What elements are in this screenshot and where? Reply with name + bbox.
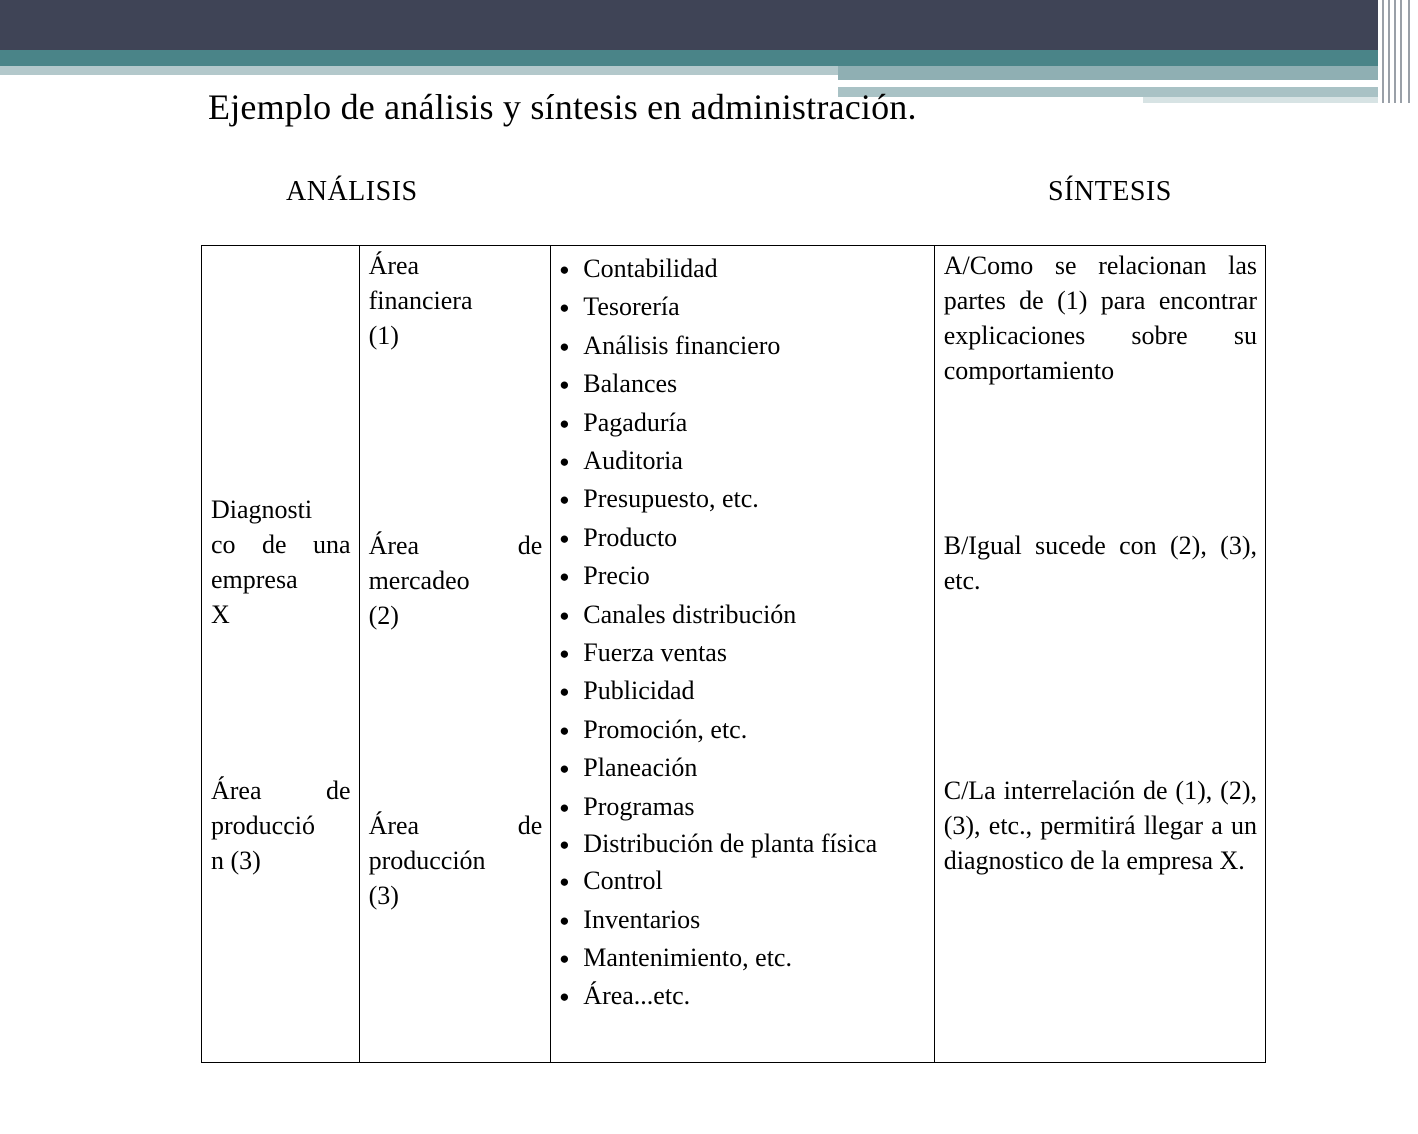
list-item: ● Planeación — [559, 753, 698, 783]
heading-sintesis: SÍNTESIS — [1048, 176, 1172, 207]
list-item: ● Auditoria — [559, 446, 683, 476]
list-item: ● Precio — [559, 561, 650, 591]
sintesis-b: B/Igual sucede con (2), (3), etc. — [943, 531, 1257, 595]
list-item: ● Distribución de planta física — [559, 829, 878, 859]
list-item: ● Inventarios — [559, 904, 701, 934]
list-item: ● Balances — [559, 369, 678, 399]
list-item: ● Producto — [559, 522, 678, 552]
header-bar-right-3 — [838, 87, 1378, 97]
sintesis-c: C/La interrelación de (1), (2), (3), etc., permitirá llegar a un diagnostico de la empresa X. — [943, 776, 1257, 875]
list-item: ● Publicidad — [559, 676, 695, 706]
list-item: ● Contabilidad — [559, 254, 718, 283]
header-bar-right-1 — [838, 66, 1378, 80]
list-item: ● Área...etc. — [559, 981, 691, 1011]
area-produccion-col2-text: Área de producción (3) — [368, 811, 543, 910]
area-mercadeo-text: Área de mercadeo (2) — [368, 531, 543, 630]
cell-diagnostico — [202, 246, 360, 1063]
header-bar-right-4 — [1143, 97, 1378, 103]
header-corner — [1378, 0, 1418, 103]
sintesis-a: A/Como se relacionan las partes de (1) para encontrar explicaciones sobre su comportamiento — [943, 251, 1257, 385]
cell-items — [551, 246, 934, 1063]
list-item: ● Análisis financiero — [559, 330, 781, 360]
page-title: Ejemplo de análisis y síntesis en administración. — [208, 87, 917, 127]
list-item: ● Tesorería — [559, 292, 680, 322]
area-produccion-text: Área de producció n (3) — [211, 776, 351, 875]
list-item: ● Pagaduría — [559, 407, 688, 437]
header-bar-dark — [0, 0, 1378, 50]
cell-areas — [359, 246, 551, 1063]
list-item: ● Presupuesto, etc. — [559, 484, 759, 514]
heading-analisis: ANÁLISIS — [286, 176, 418, 207]
list-item: ● Programas — [559, 791, 695, 821]
header-bar-light — [0, 66, 838, 75]
analysis-table — [201, 245, 1266, 1063]
list-item: ● Promoción, etc. — [559, 714, 748, 744]
list-item: ● Canales distribución — [559, 599, 797, 629]
list-item: ● Control — [559, 866, 663, 896]
list-item: ● Mantenimiento, etc. — [559, 942, 792, 972]
diagnostico-text: Diagnosti co de una empresa X — [211, 495, 351, 629]
cell-sintesis — [934, 246, 1265, 1063]
area-financiera-text: Área financiera (1) — [368, 251, 473, 350]
list-item: ● Fuerza ventas — [559, 638, 727, 668]
header-bar-teal — [0, 50, 1378, 66]
items-list — [559, 250, 925, 1016]
